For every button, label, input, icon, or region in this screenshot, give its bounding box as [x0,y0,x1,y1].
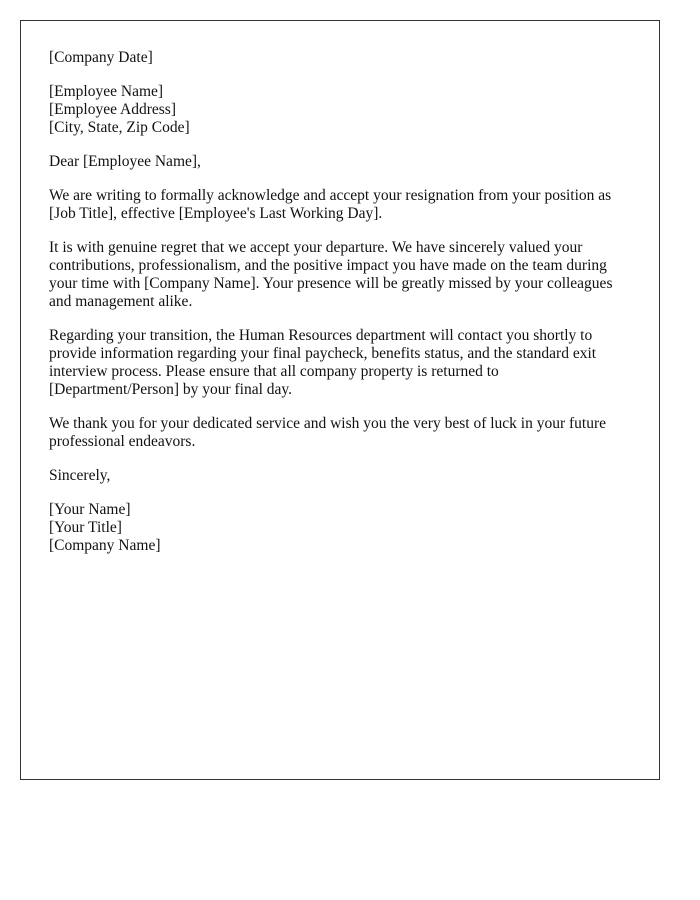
letter-body [49,49,649,571]
paragraph-line: your time with [Company Name]. Your presence will be greatly missed by your colleagues [49,275,613,292]
signature-name: [Your Name] [49,501,131,518]
closing-block [49,467,649,485]
paragraph-line: We are writing to formally acknowledge and accept your resignation from your position as [49,187,612,204]
signature-block [49,501,649,555]
recipient-city-state-zip: [City, State, Zip Code] [49,119,190,136]
salutation: Dear [Employee Name], [49,153,201,170]
paragraph-thanks [49,415,649,451]
signature-company: [Company Name] [49,537,161,554]
paragraph-line: and management alike. [49,293,193,310]
closing: Sincerely, [49,467,111,484]
salutation-block [49,153,649,171]
paragraph-line: interview process. Please ensure that all company property is returned to [49,363,499,380]
paragraph-line: Regarding your transition, the Human Resources department will contact you shortly to [49,327,593,344]
paragraph-line: We thank you for your dedicated service and wish you the very best of luck in your future [49,415,607,432]
paragraph-line: provide information regarding your final paycheck, benefits status, and the standard exit [49,345,597,362]
paragraph-regret [49,239,649,311]
letter-date-block [49,49,649,67]
paragraph-acknowledgement [49,187,649,223]
letter-date: [Company Date] [49,49,153,66]
paragraph-line: [Job Title], effective [Employee's Last Working Day]. [49,205,383,222]
letter-page [20,20,660,780]
paragraph-transition [49,327,649,399]
paragraph-line: [Department/Person] by your final day. [49,381,293,398]
recipient-address-block [49,83,649,137]
signature-title: [Your Title] [49,519,122,536]
paragraph-line: professional endeavors. [49,433,196,450]
recipient-name: [Employee Name] [49,83,164,100]
paragraph-line: It is with genuine regret that we accept your departure. We have sincerely valued your [49,239,583,256]
recipient-address: [Employee Address] [49,101,176,118]
paragraph-line: contributions, professionalism, and the positive impact you have made on the team during [49,257,607,274]
